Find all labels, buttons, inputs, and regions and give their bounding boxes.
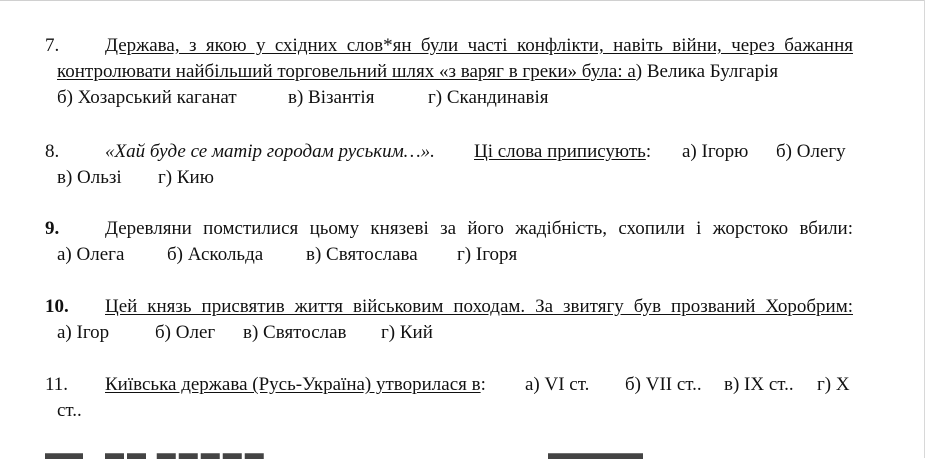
option-a: а) VI ст. (525, 374, 590, 395)
option-b: б) VII ст.. (625, 374, 702, 395)
option-a: ) Велика Булгарія (635, 61, 779, 82)
option-a: а) Ігор (57, 322, 110, 343)
option-c: в) IX ст.. (724, 374, 794, 395)
option-d: г) Ігоря (457, 244, 518, 265)
cut-off-next-question: ▬▬ ▬▬ ▬▬▬▬▬ ▬▬▬▬▬ (45, 448, 643, 462)
question-8 (0, 139, 924, 191)
option-d: г) Скандинавія (428, 87, 549, 108)
question-number: 7. (45, 35, 60, 56)
option-b: б) Аскольда (167, 244, 264, 265)
option-a: а) Ігорю (682, 141, 749, 162)
question-number: 11. (45, 374, 69, 395)
question-number: 10. (45, 296, 69, 317)
question-stem-continued: контролювати найбільший торговельний шлях «з варяг в греки» була: а) Велика Булгарія (57, 61, 779, 82)
option-c: в) Святослава (306, 244, 418, 265)
question-number: 8. (45, 141, 60, 162)
question-stem: Держава, з якою у східних слов*ян були часті конфлікти, навіть війни, через бажання (105, 35, 853, 56)
option-b: б) Олегу (776, 141, 846, 162)
question-number: 9. (45, 218, 60, 239)
question-10 (0, 294, 924, 346)
option-b: б) Олег (155, 322, 216, 343)
option-c: в) Святослав (243, 322, 347, 343)
option-a: а) Олега (57, 244, 125, 265)
option-d: г) X (817, 374, 850, 395)
question-7 (0, 33, 924, 111)
option-d: г) Кию (158, 167, 214, 188)
question-9 (0, 216, 924, 268)
option-c: в) Ользі (57, 167, 122, 188)
question-11 (0, 372, 924, 424)
option-b: б) Хозарський каганат (57, 87, 237, 108)
option-c: в) Візантія (288, 87, 375, 108)
right-border (924, 0, 925, 458)
question-quote: «Хай буде се матір городам руським…». (105, 141, 435, 162)
question-stem: Ці слова приписують: (474, 141, 652, 162)
top-border (0, 0, 924, 1)
question-stem: Київська держава (Русь-Україна) утворилася в: (105, 374, 486, 395)
option-d-continued: ст.. (57, 400, 82, 421)
question-stem: Цей князь присвятив життя військовим походам. За звитягу був прозваний Хоробрим: (105, 296, 853, 317)
question-stem: Деревляни помстилися цьому князеві за його жадібність, схопили і жорстоко вбили: (105, 218, 853, 239)
option-d: г) Кий (381, 322, 433, 343)
